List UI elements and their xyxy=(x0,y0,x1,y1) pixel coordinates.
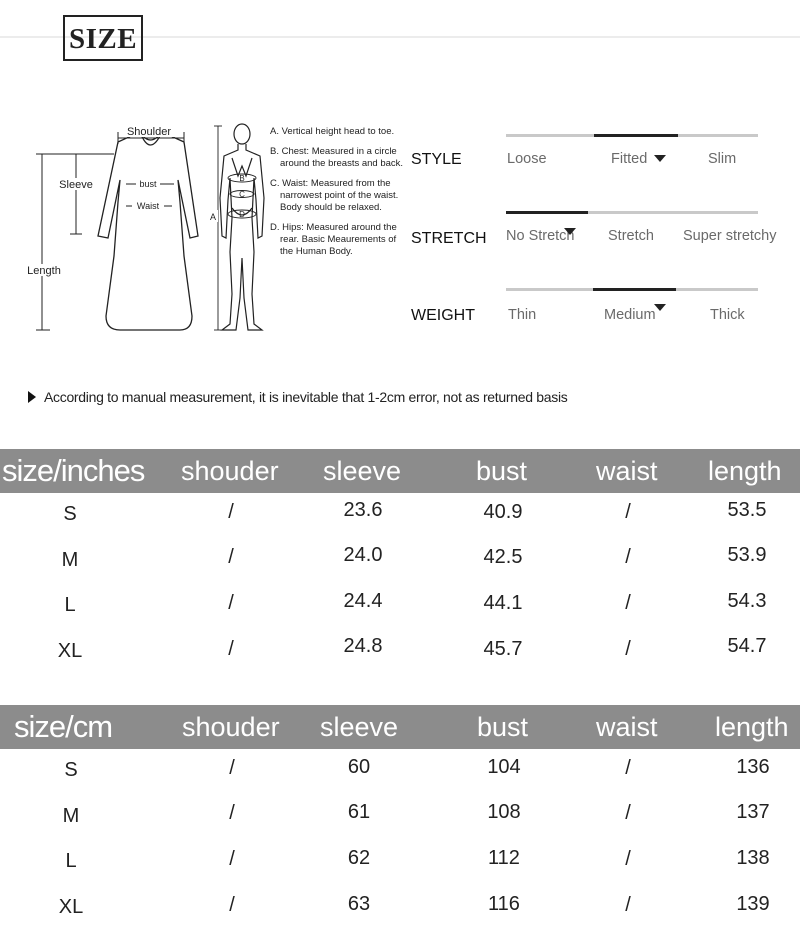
cm-cell-length: 136 xyxy=(736,756,770,778)
cm-cell-sleeve: 61 xyxy=(347,801,371,823)
cm-header-bust: bust xyxy=(477,712,529,742)
inches-cell-size: M xyxy=(61,549,79,571)
waist-label: Waist xyxy=(136,201,160,211)
stretch-label: STRETCH xyxy=(411,230,487,247)
stretch-option-none: No Stretch xyxy=(506,228,575,244)
inches-cell-sleeve: 23.6 xyxy=(343,499,383,521)
cm-cell-bust: 104 xyxy=(487,756,521,778)
inches-cell-length: 53.9 xyxy=(727,544,767,566)
note-d: D. Hips: Measured around the rear. Basic Meaurements of the Human Body. xyxy=(270,222,397,257)
inches-cell-waist: / xyxy=(625,501,631,523)
inches-cell-waist: / xyxy=(625,592,631,614)
weight-track-selected xyxy=(593,288,676,291)
measurement-disclaimer xyxy=(28,389,567,405)
style-option-slim: Slim xyxy=(708,151,737,167)
cm-cell-waist: / xyxy=(625,894,631,916)
style-selected-icon xyxy=(654,155,666,162)
human-body-icon xyxy=(220,124,264,330)
stretch-selected-icon xyxy=(564,228,576,235)
cm-cell-waist: / xyxy=(625,802,631,824)
marker-c: C xyxy=(239,190,245,199)
cm-cell-sleeve: 63 xyxy=(347,893,371,915)
weight-option-thin: Thin xyxy=(508,307,537,323)
inches-table-body xyxy=(0,495,800,675)
inches-cell-size: S xyxy=(63,503,77,525)
inches-cell-shoulder: / xyxy=(228,501,234,523)
inches-cell-length: 53.5 xyxy=(727,499,767,521)
cm-cell-shoulder: / xyxy=(229,757,235,779)
inches-header-shoulder: shouder xyxy=(181,456,279,486)
measurement-disclaimer-text: According to manual measurement, it is inevitable that 1-2cm error, not as returned basis xyxy=(44,389,568,405)
inches-header-sleeve: sleeve xyxy=(323,456,402,486)
cm-header-size: size/cm xyxy=(14,709,113,744)
inches-cell-sleeve: 24.0 xyxy=(343,544,383,566)
note-b: B. Chest: Measured in a circle around the breasts and back. xyxy=(270,146,404,169)
inches-cell-sleeve: 24.4 xyxy=(343,590,383,612)
cm-header-waist: waist xyxy=(596,712,658,742)
weight-option-medium: Medium xyxy=(604,307,656,323)
style-option-loose: Loose xyxy=(507,151,547,167)
marker-b: B xyxy=(239,174,245,183)
marker-d: D xyxy=(239,210,245,219)
inches-cell-bust: 40.9 xyxy=(483,501,523,523)
inches-cell-shoulder: / xyxy=(228,638,234,660)
cm-cell-length: 137 xyxy=(736,801,770,823)
style-track-selected xyxy=(594,134,678,137)
bust-label: bust xyxy=(139,179,157,189)
cm-cell-length: 138 xyxy=(736,847,770,869)
sleeve-label: Sleeve xyxy=(59,179,93,191)
weight-selected-icon xyxy=(654,304,666,311)
cm-cell-size: XL xyxy=(58,896,84,918)
shoulder-label: Shoulder xyxy=(126,126,172,138)
cm-cell-bust: 112 xyxy=(488,847,520,869)
inches-cell-bust: 45.7 xyxy=(483,638,523,660)
inches-cell-length: 54.3 xyxy=(727,590,767,612)
cm-cell-sleeve: 62 xyxy=(347,847,371,869)
inches-cell-bust: 42.5 xyxy=(483,546,523,568)
inches-cell-length: 54.7 xyxy=(727,635,767,657)
style-option-fitted: Fitted xyxy=(611,151,648,167)
cm-cell-sleeve: 60 xyxy=(347,756,371,778)
stretch-option-stretch: Stretch xyxy=(608,228,654,244)
cm-cell-size: M xyxy=(62,805,80,827)
cm-cell-waist: / xyxy=(625,848,631,870)
inches-cell-waist: / xyxy=(625,638,631,660)
cm-cell-shoulder: / xyxy=(229,894,235,916)
cm-header-shoulder: shouder xyxy=(182,712,280,742)
inches-cell-size: L xyxy=(64,594,76,616)
cm-cell-size: L xyxy=(65,850,77,872)
cm-table-body xyxy=(0,750,800,940)
note-c: C. Waist: Measured from the narrowest point of the waist. Body should be relaxed. xyxy=(270,178,399,213)
length-label: Length xyxy=(27,265,61,277)
cm-header-sleeve: sleeve xyxy=(320,712,399,742)
cm-cell-size: S xyxy=(64,759,78,781)
cm-table-header xyxy=(0,705,800,749)
inches-header-length: length xyxy=(708,456,782,486)
inches-cell-size: XL xyxy=(57,640,83,662)
inches-table-header xyxy=(0,449,800,493)
measurement-notes xyxy=(270,126,405,266)
cm-cell-bust: 116 xyxy=(488,893,520,915)
marker-a: A xyxy=(209,212,217,222)
inches-header-bust: bust xyxy=(476,456,528,486)
weight-label: WEIGHT xyxy=(411,307,475,324)
inches-header-size: size/inches xyxy=(2,453,145,488)
weight-option-thick: Thick xyxy=(710,307,745,323)
inches-cell-bust: 44.1 xyxy=(483,592,523,614)
size-title: SIZE xyxy=(63,15,143,61)
note-a: A. Vertical height head to toe. xyxy=(270,126,395,137)
inches-cell-shoulder: / xyxy=(228,546,234,568)
inches-header-waist: waist xyxy=(596,456,658,486)
inches-cell-waist: / xyxy=(625,546,631,568)
stretch-option-super: Super stretchy xyxy=(683,228,777,244)
cm-header-length: length xyxy=(715,712,789,742)
dress-outline-icon xyxy=(98,132,198,330)
inches-cell-shoulder: / xyxy=(228,592,234,614)
cm-cell-bust: 108 xyxy=(487,801,521,823)
cm-cell-shoulder: / xyxy=(229,802,235,824)
inches-cell-sleeve: 24.8 xyxy=(343,635,383,657)
cm-cell-shoulder: / xyxy=(229,848,235,870)
cm-cell-length: 139 xyxy=(736,893,770,915)
style-label: STYLE xyxy=(411,151,462,168)
cm-cell-waist: / xyxy=(625,757,631,779)
stretch-track-selected xyxy=(506,211,588,214)
play-arrow-icon xyxy=(28,391,36,403)
